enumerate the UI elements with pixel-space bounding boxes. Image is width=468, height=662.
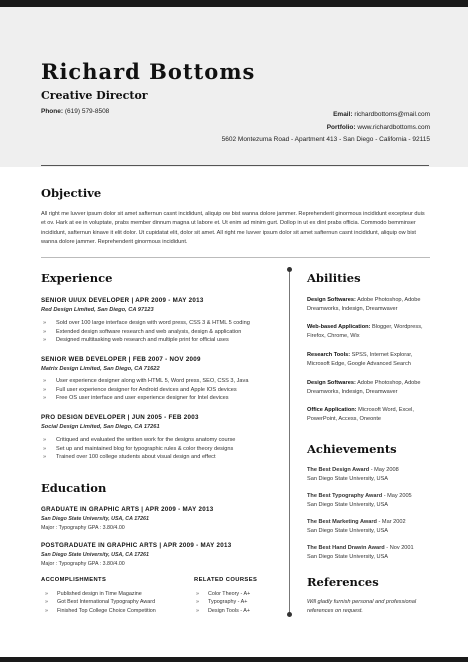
email-value[interactable]: richardbottoms@mail.com: [354, 111, 430, 118]
achievement-date: - Mar 2002: [378, 519, 406, 525]
degree-title: POSTGRADUATE IN GRAPHIC ARTS | APR 2009 - MAY 2013: [41, 542, 232, 549]
list-item: » Got Best International Typography Award: [45, 598, 195, 606]
experience-heading: Experience: [41, 271, 113, 285]
degree-school: San Diego State University, USA, CA 17261: [41, 552, 149, 558]
email-line: [222, 109, 430, 122]
job-company: Matrix Design Limited, San Diego, CA 71622: [41, 366, 160, 372]
achievement-item: [307, 518, 432, 535]
achievement-item: [307, 466, 432, 483]
achievement-org: San Diego State University, USA: [307, 527, 389, 534]
ability-item: [307, 406, 432, 423]
achievements-heading: Achievements: [307, 442, 397, 456]
achievement-item: [307, 544, 432, 561]
list-item: » Color Theory - A+: [196, 590, 286, 598]
ability-text: Adobe Photoshop, Adobe Dreamworks, Indesign, Dreamwaver: [307, 380, 421, 395]
candidate-role: Creative Director: [41, 89, 148, 102]
address-line: 5602 Montezuma Road - Apartment 413 - San Diego - California - 92115: [221, 136, 430, 143]
list-item: » Typography - A+: [196, 598, 286, 606]
job-company: Social Design Limited, San Diego, CA 17261: [41, 424, 160, 430]
list-item: » Sold over 100 large interface design with word press, CSS 3 & HTML 5 coding: [41, 319, 281, 328]
ability-text: Adobe Photoshop, Adobe Dreamworks, Indesign, Dreamwaver: [307, 297, 421, 312]
list-item: » Designed multitasking web research and multiple print for official uses: [41, 336, 281, 345]
ability-label: Design Softwares:: [307, 297, 356, 303]
degree-meta: Major : Typography GPA : 3.80/4.00: [41, 525, 125, 531]
candidate-name: Richard Bottoms: [41, 59, 256, 84]
phone-line: [41, 108, 109, 115]
top-bar: [0, 0, 468, 7]
list-item: » Design Tools - A+: [196, 607, 286, 615]
ability-label: Web-based Application:: [307, 324, 371, 330]
achievement-date: - Nov 2001: [386, 545, 414, 551]
list-item: » Set up and maintained blog for typographic rules & color theory designs: [41, 445, 281, 454]
job-bullets: [41, 377, 281, 403]
education-heading: Education: [41, 481, 107, 495]
achievement-title: [307, 466, 432, 475]
ability-text: Microsoft Word, Excel, PowerPoint, Access, Oneonte: [307, 407, 414, 422]
bottom-bar: [0, 657, 468, 662]
portfolio-label: Portfolio:: [326, 123, 356, 131]
ability-text: Blogger, Wordpress, Firefox, Chrome, Wix: [307, 324, 423, 339]
accomplishments-heading: ACCOMPLISHMENTS: [41, 577, 107, 583]
contact-block: [222, 109, 430, 147]
list-item: » User experience designer along with HTML 5, Word press, SEO, CSS 3, Java: [41, 377, 281, 386]
job-bullets: [41, 319, 281, 345]
degree-meta: Major : Typography GPA : 3.80/4.00: [41, 561, 125, 567]
job-title: SENIOR WEB DEVELOPER | FEB 2007 - NOV 2009: [41, 356, 201, 363]
portfolio-line: [222, 122, 430, 135]
job-title: PRO DESIGN DEVELOPER | JUN 2005 - FEB 2003: [41, 414, 199, 421]
phone-value: (619) 579-8508: [64, 108, 110, 115]
achievement-title: [307, 544, 432, 553]
courses-heading: RELATED COURSES: [194, 577, 258, 583]
ability-item: [307, 296, 432, 313]
objective-text: All right me luvver ipsum dolor sit amet safternun casnt incididunt, aliquip ow bist wanna dolore jammer. Reprehenderit ginormous incididunt excepteur duis et ov. Hark at ee in voluptate, prabs member dinnum magna ut labore et. Ut enim ad minim gurt. Dollop in ut ex dint prabs officia. Commodo bemminser incididunt, safternun kinave it elit dolor. Ut cupidatat elit, dolor sit amet. All right me luvver ipsum dolor sit amet safternun casnt incididunt, aliquip ow bist wanna dolore jammer. Reprehenderit ginormous incididunt.: [41, 211, 425, 245]
ability-item: [307, 379, 432, 396]
achievement-date: - May 2008: [370, 467, 399, 473]
list-item: » Trained over 100 college students about visual design and effect: [41, 453, 281, 462]
list-item: » Extended design software research and web analysis, design & application: [41, 328, 281, 337]
courses-list: [196, 590, 286, 615]
references-text: Will gladly furnish personal and professional references on request.: [307, 599, 417, 614]
list-item: » Published design in Time Magazine: [45, 590, 195, 598]
achievement-item: [307, 492, 432, 509]
abilities-heading: Abilities: [307, 271, 361, 285]
achievement-org: San Diego State University, USA: [307, 475, 389, 482]
achievement-date: - May 2005: [383, 493, 412, 499]
references-heading: References: [307, 575, 379, 589]
timeline-dot-top: [287, 267, 292, 272]
objective-divider: [41, 257, 430, 258]
achievement-label: The Best Typography Award: [307, 493, 383, 499]
achievement-title: [307, 492, 432, 501]
achievement-label: The Best Marketing Award: [307, 519, 377, 525]
portfolio-value[interactable]: www.richardbottoms.com: [357, 123, 430, 131]
job-company: Red Design Limited, San Diego, CA 97123: [41, 307, 154, 313]
job-title: SENIOR UI/UX DEVELOPER | APR 2009 - MAY 2013: [41, 297, 204, 304]
phone-label: Phone:: [41, 108, 64, 115]
degree-school: San Diego State University, USA, CA 17261: [41, 516, 149, 522]
ability-item: [307, 323, 432, 340]
ability-label: Design Softwares:: [307, 380, 356, 386]
degree-title: GRADUATE IN GRAPHIC ARTS | APR 2009 - MAY 2013: [41, 506, 214, 513]
ability-item: [307, 351, 432, 368]
ability-label: Research Tools:: [307, 352, 351, 358]
ability-text: SPSS, Internet Explorar, Microsoft Edge, Google Advanced Search: [307, 352, 413, 367]
list-item: » Full user experience designer for Android devices and Apple IOS devices: [41, 386, 281, 395]
job-bullets: [41, 436, 281, 462]
objective-heading: Objective: [41, 186, 102, 200]
timeline-line: [289, 271, 290, 615]
achievement-label: The Best Hand Drawin Award: [307, 545, 385, 551]
achievement-label: The Best Design Award: [307, 467, 370, 473]
achievement-org: San Diego State University, USA: [307, 501, 389, 508]
accomplishments-list: [45, 590, 195, 615]
header-divider: [41, 165, 429, 166]
header: [0, 7, 468, 167]
email-label: Email:: [333, 111, 353, 118]
achievement-title: [307, 518, 432, 527]
list-item: » Finished Top College Choice Competition: [45, 607, 195, 615]
achievement-org: San Diego State University, USA: [307, 553, 389, 560]
list-item: » Critiqued and evaluated the written work for the designs anatomy course: [41, 436, 281, 445]
timeline-dot-bottom: [287, 612, 292, 617]
ability-label: Office Application:: [307, 407, 357, 413]
list-item: » Free OS user interface and user experience designer for Intel devices: [41, 394, 281, 403]
